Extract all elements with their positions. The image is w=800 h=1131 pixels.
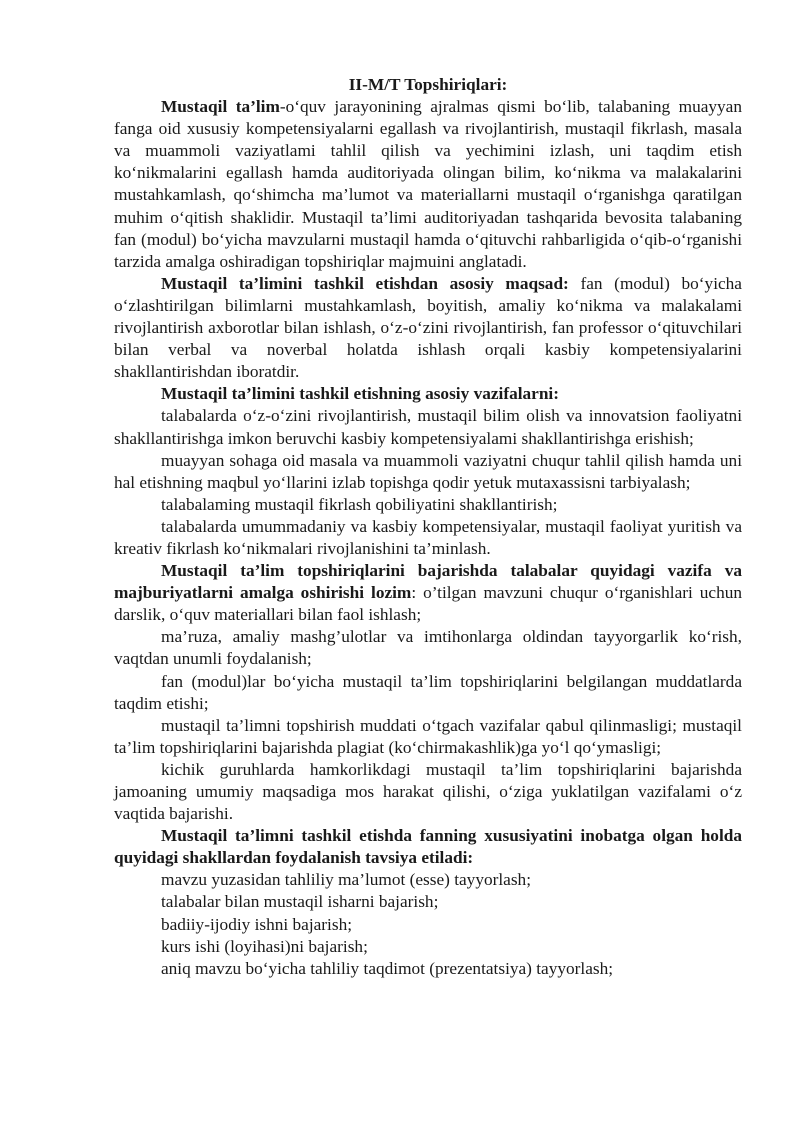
list-item: mustaqil ta’limni topshirish muddati o‘tgach vazifalar qabul qilinmasligi; mustaqil ta’lim topshiriqlarini bajarishda plagiat (ko‘chirmakashlik)ga yo‘l qo‘ymasligi; (114, 715, 742, 757)
paragraph-text: : o’tilgan mavzuni chuqur o‘rganishlari uchun darslik, o‘quv materiallari bilan faol ishlash; (114, 583, 742, 625)
document-page (114, 74, 742, 980)
paragraph-text: -o‘quv jarayonining ajralmas qismi bo‘lib, talabaning muayyan fanga oid xususiy kompetensiyalarni egallash va rivojlantirish, mustaqil fikrlash, masala va muammoli vaziyatlami tahlil qilish va yechimini izlash, uni taqdim etish ko‘nikmalarini egallash hamda auditoriyada olingan bilim, ko‘nikma va malakalarini mustahkamlash, qo‘shimcha ma’lumot va materiallarni mustaqil o‘rganishga qaratilgan muhim o‘qitish shaklidir. Mustaqil ta’limi auditoriyadan tashqarida bevosita talabaning fan (modul) bo‘yicha mavzularni mustaqil hamda o‘qituvchi rahbarligida o‘qib-o‘rganishi tarzida amalga oshiradigan topshiriqlar majmuini anglatadi. (114, 97, 742, 271)
list-item: talabalarda umummadaniy va kasbiy kompetensiyalar, mustaqil faoliyat yuritish va kreativ fikrlash ko‘nikmalari rivojlanishini ta’minlash. (114, 516, 742, 558)
heading-tasks: Mustaqil ta’limini tashkil etishning asosiy vazifalarni: (161, 384, 559, 404)
paragraph-duties (114, 560, 742, 626)
paragraph-goal (114, 273, 742, 383)
paragraph-text: fan (modul) bo‘yicha o‘zlashtirilgan bilimlarni mustahkamlash, boyitish, amaliy ko‘nikma va malakalami rivojlantirish axborotlar bilan ishlash, o‘z-o‘zini rivojlantirish, fan professor o‘qituvchilari bilan verbal va noverbal holatda ishlash orqali kasbiy kompetensiyalarini shakllantirishdan iboratdir. (114, 273, 742, 382)
list-item: aniq mavzu bo‘yicha tahliliy taqdimot (prezentatsiya) tayyorlash; (161, 958, 614, 978)
list-item: talabalarda o‘z-o‘zini rivojlantirish, mustaqil bilim olish va innovatsion faoliyatni shakllantirishga imkon beruvchi kasbiy kompetensiyalami shakllantirishga erishish; (114, 406, 742, 448)
paragraph-definition (114, 96, 742, 273)
heading-goal: Mustaqil ta’limini tashkil etishdan asosiy maqsad: (161, 273, 569, 293)
heading-duties: Mustaqil ta’lim topshiriqlarini bajarishda talabalar quyidagi vazifa va majburiyatlarni amalga oshirishi lozim (114, 561, 742, 603)
list-item: talabalaming mustaqil fikrlash qobiliyatini shakllantirish; (161, 494, 558, 514)
page-title: II-M/T Topshiriqlari: (348, 75, 508, 94)
list-item: ma’ruza, amaliy mashg’ulotlar va imtihonlarga oldindan tayyorgarlik ko‘rish, vaqtdan unumli foydalanish; (114, 627, 742, 669)
list-item: kichik guruhlarda hamkorlikdagi mustaqil ta’lim topshiriqlarini bajarishda jamoaning umumiy maqsadiga mos harakat qilishi, o‘ziga yuklatilgan vazifalami o‘z vaqtida bajarishi. (114, 759, 742, 824)
list-item: mavzu yuzasidan tahliliy ma’lumot (esse) tayyorlash; (161, 870, 532, 890)
list-item: muayyan sohaga oid masala va muammoli vaziyatni chuqur tahlil qilish hamda uni hal etishning maqbul yo‘llarini izlab topishga qodir yetuk mutaxassisni tarbiyalash; (114, 450, 742, 492)
heading-forms: Mustaqil ta’limni tashkil etishda fanning xususiyatini inobatga olgan holda quyidagi shakllardan foydalanish tavsiya etiladi: (114, 826, 742, 868)
list-item: kurs ishi (loyihasi)ni bajarish; (161, 936, 368, 956)
list-item: talabalar bilan mustaqil isharni bajarish; (161, 892, 439, 912)
list-item: fan (modul)lar bo‘yicha mustaqil ta’lim topshiriqlarini belgilangan muddatlarda taqdim etishi; (114, 671, 742, 713)
term-bold: Mustaqil ta’lim (161, 97, 280, 117)
list-item: badiiy-ijodiy ishni bajarish; (161, 914, 353, 934)
